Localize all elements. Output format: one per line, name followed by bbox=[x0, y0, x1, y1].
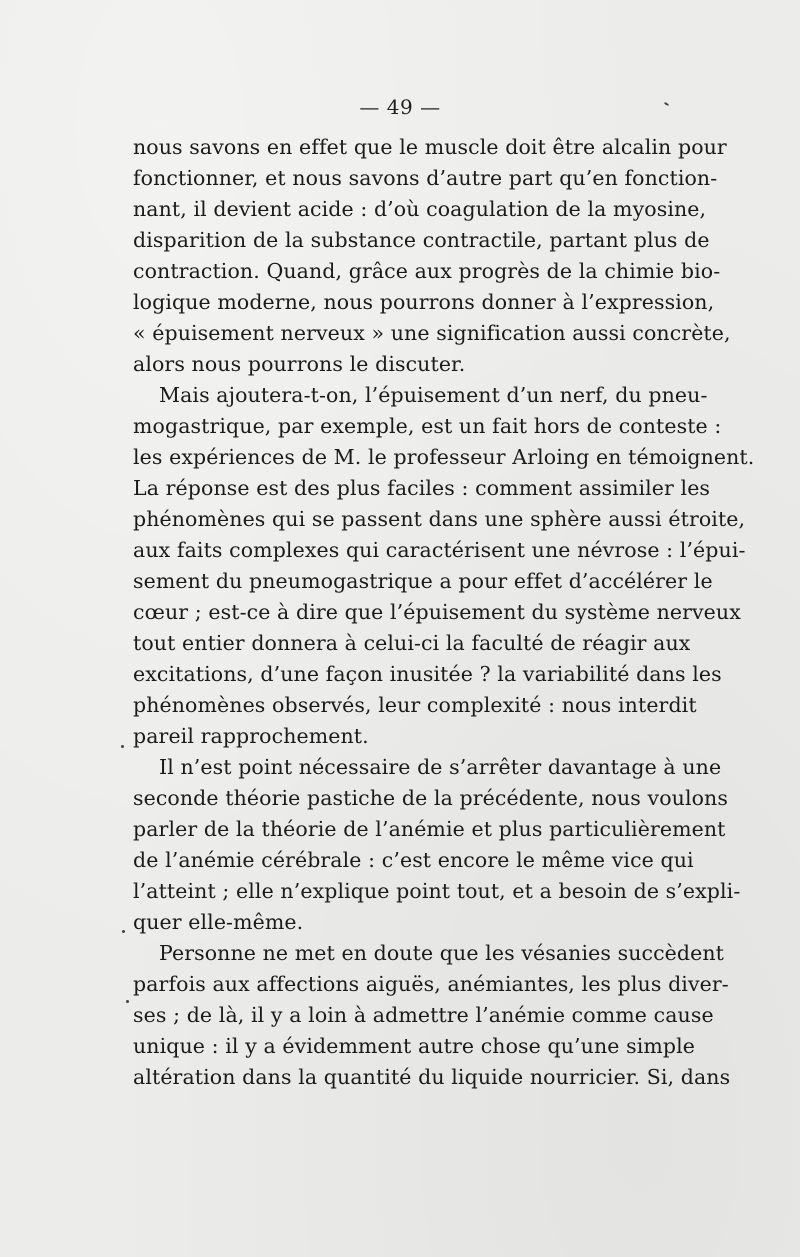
text-line: seconde théorie pastiche de la précédente, nous voulons bbox=[133, 786, 728, 810]
text-line: parler de la théorie de l’anémie et plus particulièrement bbox=[133, 817, 726, 841]
text-line: excitations, d’une façon inusitée ? la variabilité dans les bbox=[133, 662, 722, 686]
text-line: sement du pneumogastrique a pour effet d’accélérer le bbox=[133, 569, 713, 593]
text-line: disparition de la substance contractile, partant plus de bbox=[133, 228, 710, 252]
text-line: unique : il y a évidemment autre chose qu’une simple bbox=[133, 1034, 696, 1058]
text-line: alors nous pourrons le discuter. bbox=[133, 352, 466, 376]
text-line: cœur ; est-ce à dire que l’épuisement du système nerveux bbox=[133, 600, 741, 624]
text-line: logique moderne, nous pourrons donner à l’expression, bbox=[133, 290, 715, 314]
page-number: — 49 — bbox=[359, 95, 441, 119]
text-line: mogastrique, par exemple, est un fait hors de conteste : bbox=[133, 414, 722, 438]
text-line: Il n’est point nécessaire de s’arrêter davantage à une bbox=[159, 755, 722, 779]
print-speck bbox=[121, 745, 124, 748]
text-line: phénomènes qui se passent dans une sphère aussi étroite, bbox=[133, 507, 746, 531]
text-line: aux faits complexes qui caractérisent une névrose : l’épui- bbox=[133, 538, 746, 562]
text-line: Mais ajoutera-t-on, l’épuisement d’un nerf, du pneu- bbox=[159, 383, 708, 407]
text-line: pareil rapprochement. bbox=[133, 724, 369, 748]
text-line: tout entier donnera à celui-ci la faculté de réagir aux bbox=[133, 631, 691, 655]
text-line: de l’anémie cérébrale : c’est encore le même vice qui bbox=[133, 848, 694, 872]
text-line: nant, il devient acide : d’où coagulation de la myosine, bbox=[133, 197, 707, 221]
text-line: contraction. Quand, grâce aux progrès de la chimie bio- bbox=[133, 259, 721, 283]
text-line: ses ; de là, il y a loin à admettre l’anémie comme cause bbox=[133, 1003, 714, 1027]
text-line: altération dans la quantité du liquide nourricier. Si, dans bbox=[133, 1065, 731, 1089]
body-text bbox=[133, 132, 755, 1093]
print-speck bbox=[122, 930, 125, 933]
text-line: l’atteint ; elle n’explique point tout, et a besoin de s’expli- bbox=[133, 879, 741, 903]
text-line: Personne ne met en doute que les vésanies succèdent bbox=[159, 941, 724, 965]
text-line: La réponse est des plus faciles : comment assimiler les bbox=[133, 476, 711, 500]
text-line: nous savons en effet que le muscle doit être alcalin pour bbox=[133, 135, 727, 159]
text-line: fonctionner, et nous savons d’autre part qu’en fonction- bbox=[133, 166, 718, 190]
print-speck bbox=[126, 1000, 129, 1003]
text-line: « épuisement nerveux » une signification aussi concrète, bbox=[133, 321, 731, 345]
text-line: les expériences de M. le professeur Arloing en témoignent. bbox=[133, 445, 755, 469]
text-line: phénomènes observés, leur complexité : nous interdit bbox=[133, 693, 697, 717]
text-line: parfois aux affections aiguës, anémiantes, les plus diver- bbox=[133, 972, 729, 996]
text-line: quer elle-même. bbox=[133, 910, 304, 934]
